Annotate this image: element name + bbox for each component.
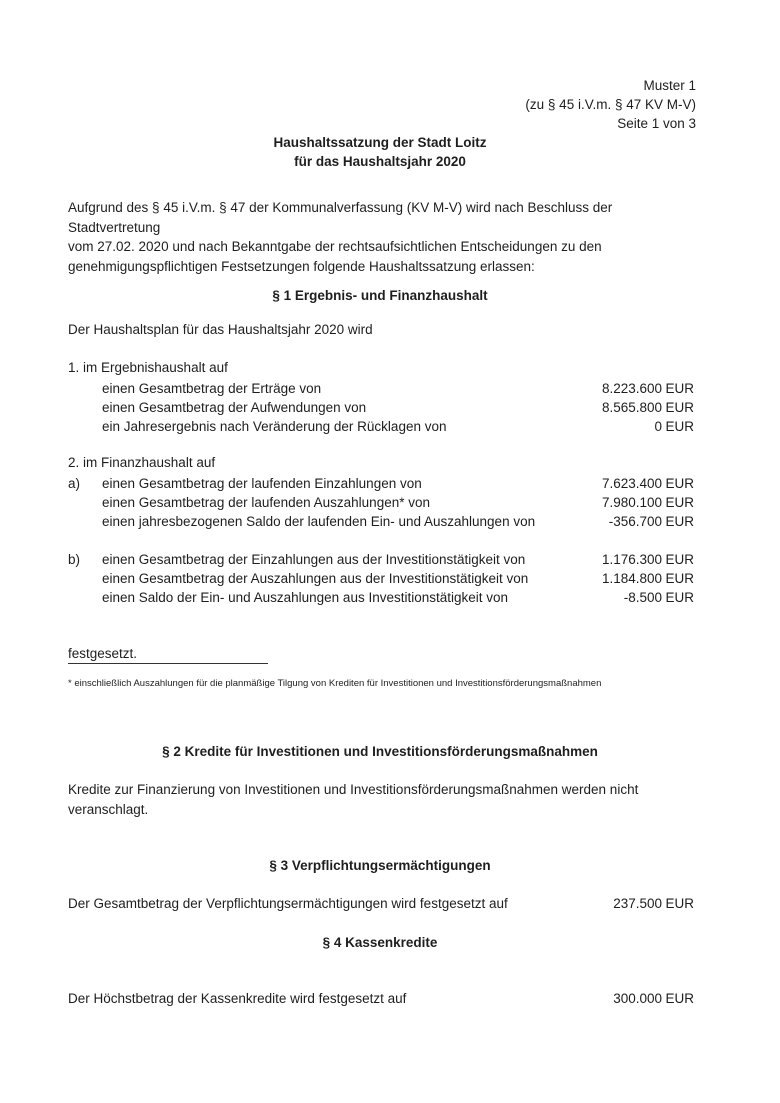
ergebnis-row: [68, 379, 698, 398]
row-amount: 7.980.100: [601, 495, 662, 510]
paragraph-line: Kredite zur Finanzierung von Investitionen und Investitionsförderungsmaßnahmen werden nicht: [68, 782, 639, 797]
section-4-heading: § 4 Kassenkredite: [322, 935, 438, 950]
row-amount: 0: [654, 419, 662, 434]
row-currency: EUR: [665, 896, 694, 911]
section-3-row: [68, 894, 698, 913]
row-text: einen Gesamtbetrag der Erträge von: [102, 381, 322, 396]
template-number: Muster 1: [643, 78, 696, 93]
intro-paragraph: [68, 198, 708, 276]
row-amount: -356.700: [608, 514, 662, 529]
section-1-lead: Der Haushaltsplan für das Haushaltsjahr 2020 wird: [68, 322, 373, 337]
row-amount: 8.223.600: [601, 381, 662, 396]
paragraph-line: veranschlagt.: [68, 801, 149, 817]
row-text: einen Gesamtbetrag der laufenden Auszahlungen* von: [102, 495, 430, 510]
row-text: einen Gesamtbetrag der laufenden Einzahlungen von: [102, 476, 422, 491]
row-currency: EUR: [665, 400, 694, 415]
row-text: einen Saldo der Ein- und Auszahlungen aus Investitionstätigkeit von: [102, 590, 509, 605]
intro-line: genehmigungspflichtigen Festsetzungen folgende Haushaltssatzung erlassen:: [68, 258, 535, 274]
closing-text: festgesetzt.: [68, 646, 138, 661]
row-currency: EUR: [665, 991, 694, 1006]
finanz-row: [68, 493, 698, 512]
finanz-row: [68, 569, 698, 588]
ergebnis-row: [68, 417, 698, 436]
row-currency: EUR: [665, 419, 694, 434]
finanz-row: [68, 474, 698, 493]
row-currency: EUR: [665, 495, 694, 510]
footnote: * einschließlich Auszahlungen für die planmäßige Tilgung von Krediten für Investitionen und Investitionsförderungsmaßnahmen: [68, 678, 602, 689]
row-text: einen Gesamtbetrag der Auszahlungen aus der Investitionstätigkeit von: [102, 571, 529, 586]
row-amount: 8.565.800: [601, 400, 662, 415]
document-header: [525, 76, 696, 133]
ergebnis-label: 1. im Ergebnishaushalt auf: [68, 360, 228, 375]
section-4-row: [68, 989, 698, 1008]
footnote-divider: [68, 663, 268, 664]
section-3-heading: § 3 Verpflichtungsermächtigungen: [269, 858, 491, 873]
row-amount: 300.000: [613, 991, 662, 1006]
list-marker: b): [68, 552, 81, 567]
row-text: einen Gesamtbetrag der Aufwendungen von: [102, 400, 367, 415]
list-marker: a): [68, 476, 81, 491]
row-currency: EUR: [665, 552, 694, 567]
ergebnis-row: [68, 398, 698, 417]
row-text: einen Gesamtbetrag der Einzahlungen aus der Investitionstätigkeit von: [102, 552, 526, 567]
row-text: Der Höchstbetrag der Kassenkredite wird festgesetzt auf: [68, 991, 407, 1006]
section-1-heading: § 1 Ergebnis- und Finanzhaushalt: [272, 288, 488, 303]
row-amount: -8.500: [623, 590, 662, 605]
finanz-row: [68, 550, 698, 569]
row-amount: 7.623.400: [601, 476, 662, 491]
row-amount: 1.184.800: [601, 571, 662, 586]
intro-line: Aufgrund des § 45 i.V.m. § 47 der Kommunalverfassung (KV M-V) wird nach Beschluss der Stadtvertretung: [68, 200, 613, 235]
legal-reference: (zu § 45 i.V.m. § 47 KV M-V): [525, 97, 696, 112]
row-currency: EUR: [665, 590, 694, 605]
document-subtitle: für das Haushaltsjahr 2020: [294, 154, 466, 169]
finanz-label: 2. im Finanzhaushalt auf: [68, 455, 216, 470]
row-text: einen jahresbezogenen Saldo der laufenden Ein- und Auszahlungen von: [102, 514, 536, 529]
page-number: Seite 1 von 3: [617, 116, 696, 131]
intro-line: vom 27.02. 2020 und nach Bekanntgabe der rechtsaufsichtlichen Entscheidungen zu den: [68, 239, 602, 254]
row-currency: EUR: [665, 571, 694, 586]
row-text: ein Jahresergebnis nach Veränderung der Rücklagen von: [102, 419, 447, 434]
row-amount: 237.500: [613, 896, 662, 911]
finanz-row: [68, 512, 698, 531]
row-currency: EUR: [665, 381, 694, 396]
document-title: Haushaltssatzung der Stadt Loitz: [273, 135, 487, 150]
row-text: Der Gesamtbetrag der Verpflichtungsermächtigungen wird festgesetzt auf: [68, 896, 508, 911]
row-amount: 1.176.300: [601, 552, 662, 567]
row-currency: EUR: [665, 514, 694, 529]
section-2-paragraph: [68, 780, 708, 819]
section-2-heading: § 2 Kredite für Investitionen und Investitionsförderungsmaßnahmen: [162, 744, 598, 759]
finanz-row: [68, 588, 698, 607]
row-currency: EUR: [665, 476, 694, 491]
